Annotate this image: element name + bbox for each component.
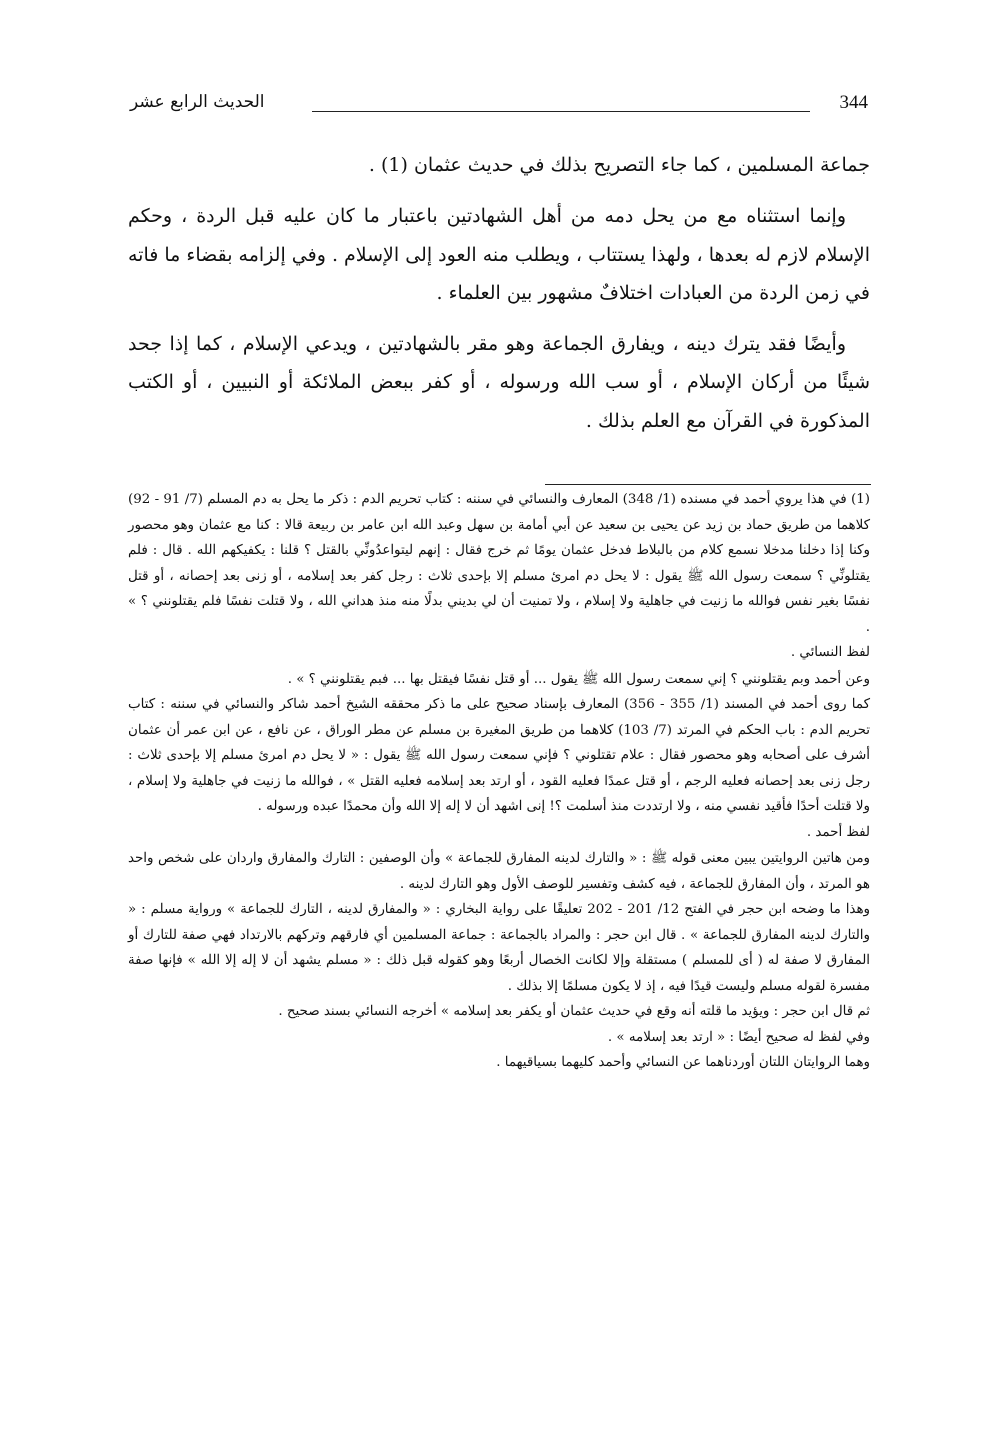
footnote-paragraph: ثم قال ابن حجر : ويؤيد ما قلته أنه وقع في حديث عثمان أو يكفر بعد إسلامه » أخرجه النسائي بسند صحيح .	[278, 1004, 870, 1019]
footnote-paragraph: وفي لفظ له صحيح أيضًا : « ارتد بعد إسلامه » .	[607, 1029, 870, 1045]
footnote-paragraph: وهما الروايتان اللتان أوردناهما عن النسائي وأحمد كليهما بسياقيهما .	[496, 1055, 870, 1070]
footnotes	[128, 487, 870, 1076]
main-paragraph: وإنما استثناه مع من يحل دمه من أهل الشهادتين باعتبار ما كان عليه قبل الردة ، وحكم الإسلام لازم له بعدها ، ولهذا يستتاب ، ويطلب منه العود إلى الإسلام . وفي إلزامه بقضاء ما فاته في زمن الردة من العبادات اختلافٌ مشهور بين العلماء .	[128, 205, 870, 304]
footnote-paragraph: ومن هاتين الروايتين يبين معنى قوله ﷺ : « والتارك لدينه المفارق للجماعة » وأن الوصفين : التارك والمفارق واردان على شخص واحد هو المرتد ، وأن المفارق للجماعة ، فيه كشف وتفسير للوصف الأول وهو التارك لدينه .	[128, 851, 870, 892]
main-paragraph: جماعة المسلمين ، كما جاء التصريح بذلك في حديث عثمان (1) .	[368, 154, 870, 176]
footnote-paragraph: وهذا ما وضحه ابن حجر في الفتح 12/ 201 - 202 تعليقًا على رواية البخاري : « والمفارق لدينه ، التارك للجماعة » ورواية مسلم : « والتارك لدينه المفارق للجماعة » . قال ابن حجر : والمراد بالجماعة : جماعة المسلمين أي فارقهم وتركهم بالارتداد فهي صفة للتارك أو المفارق لا صفة له ( أى للمسلم ) مستقلة وإلا لكانت الخصال أربعًا وهو كقوله قبل ذلك : « مسلم يشهد أن لا إله إلا الله » فإنها صفة مفسرة لقوله مسلم وليست قيدًا فيه ، إذ لا يكون مسلمًا إلا بذلك .	[128, 902, 870, 994]
footnote-paragraph: كما روى أحمد في المسند (1/ 355 - 356) المعارف بإسناد صحيح على ما ذكر محققه الشيخ أحمد شاكر والنسائي في سننه : كتاب تحريم الدم : باب الحكم في المرتد (7/ 103) كلاهما من طريق المغيرة بن مسلم عن مطر الوراق ، عن نافع ، عن ابن عمر أن عثمان أشرف على أصحابه وهو محصور فقال : علام تقتلوني ؟ فإني سمعت رسول الله ﷺ يقول : « لا يحل دم امرئ مسلم إلا بإحدى ثلاث : رجل زنى بعد إحصانه فعليه الرجم ، أو قتل عمدًا فعليه القود ، أو ارتد بعد إسلامه فعليه القتل » ، فوالله ما زنيت في جاهلية ولا إسلام ، ولا قتلت أحدًا فأقيد نفسي منه ، ولا ارتددت منذ أسلمت ؟! إنى اشهد أن لا إله إلا الله وأن محمدًا عبده ورسوله .	[128, 697, 870, 814]
footnote-separator	[545, 484, 871, 485]
footnote-paragraph: لفظ النسائي .	[790, 645, 870, 660]
chapter-title: الحديث الرابع عشر	[130, 92, 265, 112]
footnote-paragraph: لفظ أحمد .	[806, 824, 870, 840]
footnote-paragraph: وعن أحمد وبم يقتلونني ؟ إني سمعت رسول الله ﷺ يقول ... أو قتل نفسًا فيقتل بها ... فبم يقتلونني ؟ » .	[287, 671, 870, 687]
page-header	[130, 92, 870, 122]
main-text	[128, 146, 870, 440]
page-number: 344	[839, 92, 868, 113]
main-paragraph: وأيضًا فقد يترك دينه ، ويفارق الجماعة وهو مقر بالشهادتين ، ويدعي الإسلام ، كما إذا جحد شيئًا من أركان الإسلام ، أو سب الله ورسوله ، أو كفر ببعض الملائكة أو النبيين ، أو الكتب المذكورة في القرآن مع العلم بذلك .	[128, 333, 870, 432]
footnote-paragraph: (1) في هذا يروي أحمد في مسنده (1/ 348) المعارف والنسائي في سننه : كتاب تحريم الدم : ذكر ما يحل به دم المسلم (7/ 91 - 92) كلاهما من طريق حماد بن زيد عن يحيى بن سعيد عن أبي أمامة بن سهل وعبد الله ابن عامر بن ربيعة قالا : كنا مع عثمان وهو محصور وكنا إذا دخلنا مدخلا نسمع كلام من بالبلاط فدخل عثمان يومًا ثم خرج فقال : إنهم ليتواعدُونِّي بالقتل ؟ قلنا : يكفيكهم الله . قال : فلم يقتلونِّي ؟ سمعت رسول الله ﷺ يقول : لا يحل دم امرئ مسلم إلا بإحدى ثلاث : رجل كفر بعد إسلامه ، أو زنى بعد إحصانه ، أو قتل نفسًا بغير نفس فوالله ما زنيت في جاهلية ولا إسلام ، ولا تمنيت أن لي بديني بدلًا منه منذ هداني الله ، ولا قتلت نفسًا فلم يقتلونني ؟ » .	[128, 492, 870, 635]
header-rule	[312, 111, 810, 112]
